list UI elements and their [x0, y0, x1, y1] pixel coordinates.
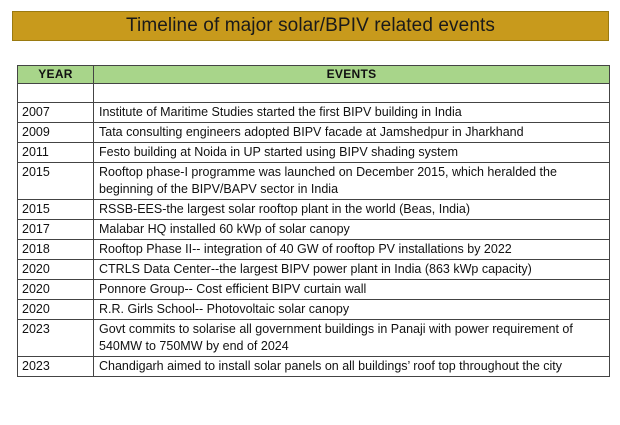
event-cell: Institute of Maritime Studies started the first BIPV building in India [94, 103, 610, 123]
year-cell: 2017 [18, 220, 94, 240]
year-cell: 2009 [18, 123, 94, 143]
event-cell: Malabar HQ installed 60 kWp of solar canopy [94, 220, 610, 240]
table-row [18, 103, 610, 123]
event-cell: Tata consulting engineers adopted BIPV facade at Jamshedpur in Jharkhand [94, 123, 610, 143]
year-cell: 2015 [18, 163, 94, 200]
year-cell: 2015 [18, 200, 94, 220]
event-cell: RSSB-EES-the largest solar rooftop plant in the world (Beas, India) [94, 200, 610, 220]
table-row [18, 240, 610, 260]
event-cell: Ponnore Group-- Cost efficient BIPV curtain wall [94, 280, 610, 300]
page-title: Timeline of major solar/BPIV related events [12, 11, 609, 41]
year-cell: 2023 [18, 320, 94, 357]
table-row [18, 280, 610, 300]
table-row [18, 220, 610, 240]
table-row [18, 300, 610, 320]
table-row [18, 320, 610, 357]
event-cell: Rooftop phase-I programme was launched on December 2015, which heralded the beginning of the BIPV/BAPV sector in India [94, 163, 610, 200]
year-column-header: YEAR [18, 66, 94, 84]
event-cell: R.R. Girls School-- Photovoltaic solar canopy [94, 300, 610, 320]
table-row [18, 123, 610, 143]
event-cell: Rooftop Phase II-- integration of 40 GW of rooftop PV installations by 2022 [94, 240, 610, 260]
table-row-blank [18, 84, 610, 103]
event-cell: Govt commits to solarise all government buildings in Panaji with power requirement of 540MW to 750MW by end of 2024 [94, 320, 610, 357]
year-cell: 2020 [18, 280, 94, 300]
year-cell: 2023 [18, 357, 94, 377]
event-cell: CTRLS Data Center--the largest BIPV power plant in India (863 kWp capacity) [94, 260, 610, 280]
year-cell: 2020 [18, 260, 94, 280]
table-row [18, 143, 610, 163]
year-cell: 2007 [18, 103, 94, 123]
event-cell: Festo building at Noida in UP started using BIPV shading system [94, 143, 610, 163]
table-row [18, 200, 610, 220]
table-row [18, 260, 610, 280]
year-cell: 2020 [18, 300, 94, 320]
table-row [18, 357, 610, 377]
events-column-header: EVENTS [94, 66, 610, 84]
event-cell: Chandigarh aimed to install solar panels on all buildings’ roof top throughout the city [94, 357, 610, 377]
timeline-table [17, 65, 610, 377]
blank-year-cell [18, 84, 94, 103]
year-cell: 2018 [18, 240, 94, 260]
table-row [18, 163, 610, 200]
table-header-row [18, 66, 610, 84]
blank-event-cell [94, 84, 610, 103]
year-cell: 2011 [18, 143, 94, 163]
